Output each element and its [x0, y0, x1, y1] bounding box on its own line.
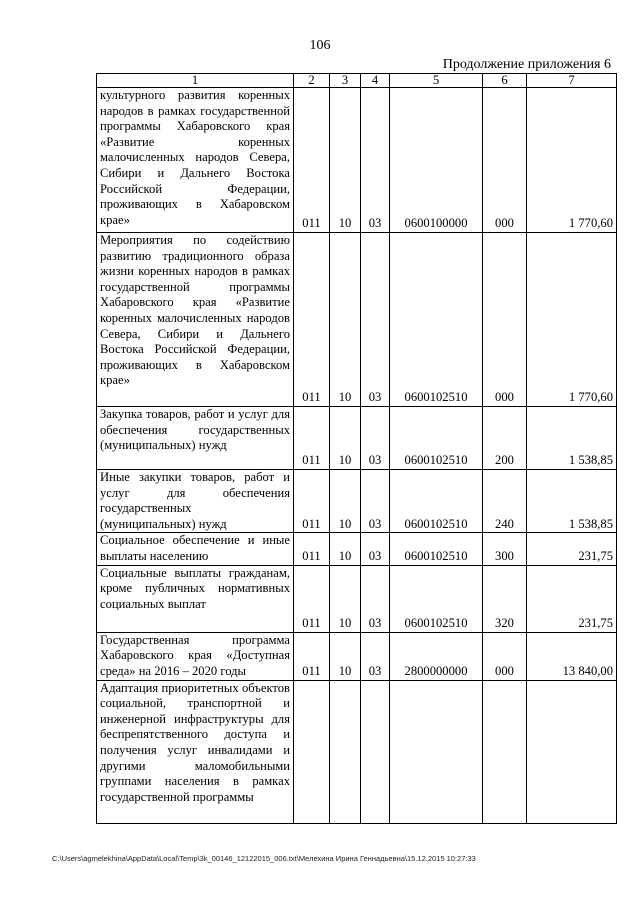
header-cell: 6: [483, 74, 527, 88]
header-row: [97, 74, 617, 88]
item-name: Социальные выплаты гражданам, кроме публичных нормативных социальных выплат: [100, 565, 290, 611]
item-name: культурного развития коренных народов в рамках государственной программы Хабаровского края «Развитие коренных малочисленных народов Севера, Сибири и Дальнего Востока Российской Федерации, проживающих в Хабаровском крае»: [100, 88, 290, 227]
ministry-code: 011: [294, 470, 330, 533]
target-article-code: 2800000000: [390, 632, 483, 680]
table-row: [97, 680, 617, 823]
item-name-cell: [97, 680, 294, 823]
target-article-code: 0600100000: [390, 88, 483, 233]
item-name-cell: [97, 233, 294, 407]
expense-type-code: 240: [483, 470, 527, 533]
item-name-cell: [97, 565, 294, 632]
subsection-code: 03: [361, 88, 390, 233]
subsection-code: [361, 680, 390, 823]
amount: 231,75: [527, 565, 617, 632]
expense-type-code: 300: [483, 533, 527, 565]
item-name: Иные закупки товаров, работ и услуг для обеспечения государственных (муниципальных) нужд: [100, 470, 290, 531]
ministry-code: 011: [294, 407, 330, 470]
header-cell: 1: [97, 74, 294, 88]
header-cell: 7: [527, 74, 617, 88]
item-name-cell: [97, 88, 294, 233]
subsection-code: 03: [361, 565, 390, 632]
expense-type-code: 000: [483, 233, 527, 407]
table-row: [97, 470, 617, 533]
subsection-code: 03: [361, 632, 390, 680]
amount: 1 538,85: [527, 470, 617, 533]
subsection-code: 03: [361, 407, 390, 470]
file-path-footer: C:\Users\agmelekhina\AppData\Local\Temp\3k_00146_12122015_006.txt\Мелехина Ирина Геннадьевна\15.12.2015 10:27:33: [52, 854, 476, 863]
amount: [527, 680, 617, 823]
header-cell: 4: [361, 74, 390, 88]
target-article-code: 0600102510: [390, 565, 483, 632]
item-name: Мероприятия по содействию развитию традиционного образа жизни коренных народов в рамках государственной программы Хабаровского края «Развитие коренных малочисленных народов Севера, Сибири и Дальнего Востока Российской Федерации, проживающих в Хабаровском крае»: [100, 233, 290, 388]
section-code: 10: [330, 88, 361, 233]
ministry-code: [294, 680, 330, 823]
item-name: Государственная программа Хабаровского края «Доступная среда» на 2016 – 2020 годы: [100, 632, 290, 678]
table-row: [97, 565, 617, 632]
header-cell: 3: [330, 74, 361, 88]
expense-type-code: 000: [483, 632, 527, 680]
table-row: [97, 233, 617, 407]
header-cell: 5: [390, 74, 483, 88]
header-cell: 2: [294, 74, 330, 88]
target-article-code: 0600102510: [390, 407, 483, 470]
amount: 1 770,60: [527, 88, 617, 233]
section-code: 10: [330, 233, 361, 407]
table-row: [97, 533, 617, 565]
target-article-code: 0600102510: [390, 533, 483, 565]
ministry-code: 011: [294, 233, 330, 407]
subsection-code: 03: [361, 533, 390, 565]
amount: 1 538,85: [527, 407, 617, 470]
section-code: 10: [330, 565, 361, 632]
target-article-code: [390, 680, 483, 823]
target-article-code: 0600102510: [390, 233, 483, 407]
page-number: 106: [309, 38, 331, 53]
expense-type-code: 200: [483, 407, 527, 470]
table-row: [97, 88, 617, 233]
expense-type-code: 000: [483, 88, 527, 233]
amount: 1 770,60: [527, 233, 617, 407]
item-name-cell: [97, 632, 294, 680]
section-code: 10: [330, 533, 361, 565]
section-code: [330, 680, 361, 823]
item-name: Социальное обеспечение и иные выплаты населению: [100, 533, 290, 563]
continuation-note: Продолжение приложения 6: [442, 57, 611, 72]
item-name-cell: [97, 533, 294, 565]
budget-table: [96, 73, 617, 824]
item-name: Закупка товаров, работ и услуг для обеспечения государственных (муниципальных) нужд: [100, 407, 290, 453]
ministry-code: 011: [294, 565, 330, 632]
item-name-cell: [97, 407, 294, 470]
target-article-code: 0600102510: [390, 470, 483, 533]
table-row: [97, 407, 617, 470]
subsection-code: 03: [361, 233, 390, 407]
ministry-code: 011: [294, 88, 330, 233]
ministry-code: 011: [294, 533, 330, 565]
section-code: 10: [330, 632, 361, 680]
item-name-cell: [97, 470, 294, 533]
amount: 13 840,00: [527, 632, 617, 680]
item-name: Адаптация приоритетных объектов социальной, транспортной и инженерной инфраструктуры для беспрепятственного доступа и получения услуг инвалидами и другими маломобильными группами населения в рамках государственной программы: [100, 680, 290, 804]
table-row: [97, 632, 617, 680]
section-code: 10: [330, 470, 361, 533]
section-code: 10: [330, 407, 361, 470]
amount: 231,75: [527, 533, 617, 565]
expense-type-code: [483, 680, 527, 823]
expense-type-code: 320: [483, 565, 527, 632]
ministry-code: 011: [294, 632, 330, 680]
subsection-code: 03: [361, 470, 390, 533]
